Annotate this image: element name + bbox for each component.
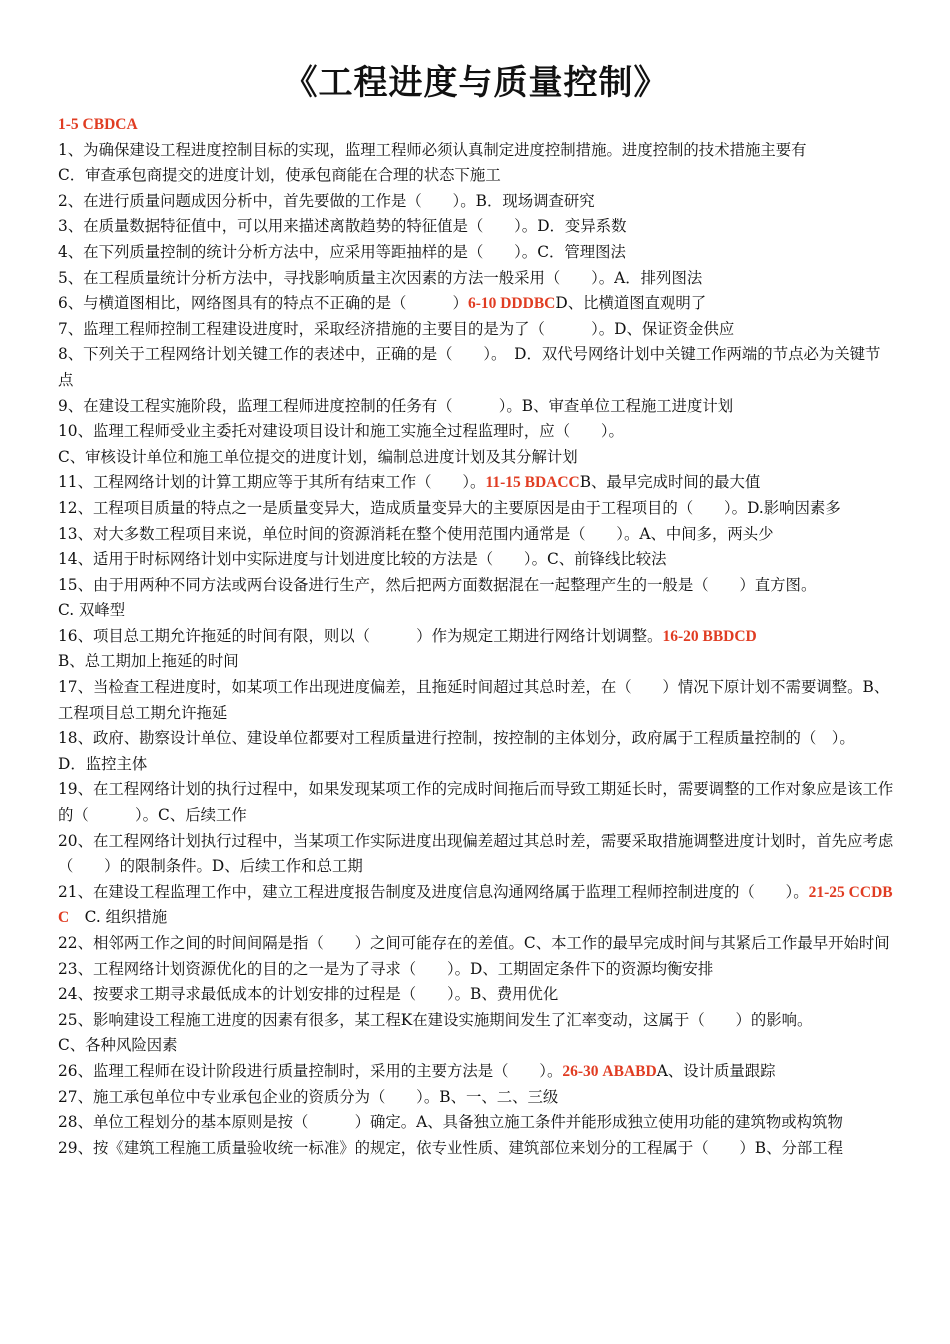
- question-line: [58, 189, 894, 215]
- question-text: 6、与横道图相比，网络图具有的特点不正确的是（ ）: [58, 294, 468, 313]
- question-text: A、设计质量跟踪: [656, 1061, 776, 1080]
- question-line: [58, 1059, 894, 1085]
- question-line: [58, 522, 894, 548]
- question-line: [58, 726, 894, 752]
- answer-key: 26-30 ABABD: [562, 1062, 657, 1080]
- question-text: 11、工程网络计划的计算工期应等于其所有结束工作（ ）。: [58, 473, 486, 492]
- question-line: [58, 470, 894, 496]
- question-line: [58, 214, 894, 240]
- question-line: [58, 649, 894, 675]
- question-text: 21、在建设工程监理工作中，建立工程进度报告制度及进度信息沟通网络属于监理工程师控制进度的（ ）。: [58, 882, 809, 901]
- question-text: 25、影响建设工程施工进度的因素有很多，某工程K在建设实施期间发生了汇率变动，这属于（ ）的影响。: [58, 1010, 813, 1029]
- question-line: [58, 342, 894, 393]
- question-line: [58, 419, 894, 445]
- document-page: [58, 60, 894, 1161]
- question-line: [58, 291, 894, 317]
- question-text: 3、在质量数据特征值中，可以用来描述离散趋势的特征值是（ ）。D．变异系数: [58, 217, 627, 236]
- question-text: D．监控主体: [58, 754, 148, 773]
- question-text: B、总工期加上拖延的时间: [58, 652, 239, 671]
- question-line: [58, 445, 894, 471]
- question-text: 17、当检查工程进度时，如某项工作出现进度偏差，且拖延时间超过其总时差，在（ ）情况下原计划不需要调整。B、工程项目总工期允许拖延: [58, 678, 890, 722]
- question-line: [58, 931, 894, 957]
- question-line: [58, 982, 894, 1008]
- answer-key: 1-5 CBDCA: [58, 116, 138, 133]
- question-text: 16、项目总工期允许拖延的时间有限，则以（ ）作为规定工期进行网络计划调整。: [58, 626, 663, 645]
- question-text: 10、监理工程师受业主委托对建设项目设计和施工实施全过程监理时，应（ ）。: [58, 422, 624, 441]
- question-text: C、各种风险因素: [58, 1036, 178, 1055]
- question-text: 13、对大多数工程项目来说，单位时间的资源消耗在整个使用范围内通常是（ ）。A、中间多，两头少: [58, 524, 774, 543]
- question-line: [58, 675, 894, 726]
- question-text: 22、相邻两工作之间的时间间隔是指（ ）之间可能存在的差值。C、本工作的最早完成时间与其紧后工作最早开始时间: [58, 934, 890, 952]
- question-text: C. 组织措施: [69, 908, 168, 927]
- question-line: [58, 1008, 894, 1034]
- question-text: B、最早完成时间的最大值: [579, 473, 761, 492]
- question-line: [58, 1085, 894, 1111]
- question-text: C. 双峰型: [58, 601, 126, 620]
- question-line: [58, 573, 894, 599]
- question-text: 8、下列关于工程网络计划关键工作的表述中，正确的是（ ）。 D．双代号网络计划中关键工作两端的节点必为关键节点: [58, 345, 881, 389]
- question-line: [58, 1033, 894, 1059]
- question-line: [58, 112, 894, 138]
- question-text: C、审核设计单位和施工单位提交的进度计划，编制总进度计划及其分解计划: [58, 447, 578, 466]
- question-line: [58, 266, 894, 292]
- question-text: 28、单位工程划分的基本原则是按（ ）确定。A、具备独立施工条件并能形成独立使用功能的建筑物或构筑物: [58, 1113, 843, 1132]
- question-text: 4、在下列质量控制的统计分析方法中，应采用等距抽样的是（ ）。C．管理图法: [58, 242, 626, 261]
- question-text: 19、在工程网络计划的执行过程中，如果发现某项工作的完成时间拖后而导致工期延长时，需要调整的工作对象应是该工作的（ ）。C、后续工作: [58, 780, 894, 825]
- answer-key: 11-15 BDACC: [485, 474, 580, 492]
- question-text: 27、施工承包单位中专业承包企业的资质分为（ ）。B、一、二、三级: [58, 1087, 559, 1106]
- question-line: [58, 880, 894, 931]
- question-line: [58, 394, 894, 420]
- question-text: 26、监理工程师在设计阶段进行质量控制时，采用的主要方法是（ ）。: [58, 1061, 563, 1080]
- question-text: 2、在进行质量问题成因分析中，首先要做的工作是（ ）。B．现场调查研究: [58, 191, 595, 210]
- question-line: [58, 1136, 894, 1162]
- question-text: 1、为确保建设工程进度控制目标的实现，监理工程师必须认真制定进度控制措施。进度控制的技术措施主要有: [58, 140, 807, 159]
- question-text: D、比横道图直观明了: [555, 294, 707, 313]
- answer-key: 6-10 DDDBC: [467, 295, 556, 313]
- question-text: 18、政府、勘察设计单位、建设单位都要对工程质量进行控制，按控制的主体划分，政府属于工程质量控制的（ ）。: [58, 729, 855, 748]
- question-text: 12、工程项目质量的特点之一是质量变异大，造成质量变异大的主要原因是由于工程项目的（ ）。D.影响因素多: [58, 498, 841, 517]
- question-list: [58, 112, 894, 1161]
- question-line: [58, 547, 894, 573]
- question-line: [58, 829, 894, 880]
- question-line: [58, 240, 894, 266]
- question-line: [58, 777, 894, 828]
- question-text: 7、监理工程师控制工程建设进度时，采取经济措施的主要目的是为了（ ）。D、保证资金供应: [58, 319, 735, 338]
- question-line: [58, 752, 894, 778]
- question-line: [58, 138, 894, 164]
- question-text: 14、适用于时标网络计划中实际进度与计划进度比较的方法是（ ）。C、前锋线比较法: [58, 550, 667, 569]
- question-text: 24、按要求工期寻求最低成本的计划安排的过程是（ ）。B、费用优化: [58, 985, 559, 1004]
- question-line: [58, 598, 894, 624]
- question-text: 29、按《建筑工程施工质量验收统一标准》的规定，依专业性质、建筑部位来划分的工程属于（ ）B、分部工程: [58, 1138, 844, 1157]
- question-line: [58, 496, 894, 522]
- question-text: 20、在工程网络计划执行过程中，当某项工作实际进度出现偏差超过其总时差，需要采取措施调整进度计划时，首先应考虑（ ）的限制条件。D、后续工作和总工期: [58, 831, 894, 876]
- document-title: 《工程进度与质量控制》: [283, 63, 669, 103]
- question-text: 5、在工程质量统计分析方法中，寻找影响质量主次因素的方法一般采用（ ）。A．排列图法: [58, 268, 703, 287]
- question-line: [58, 624, 894, 650]
- question-text: 23、工程网络计划资源优化的目的之一是为了寻求（ ）。D、工期固定条件下的资源均衡安排: [58, 959, 714, 978]
- question-line: [58, 163, 894, 189]
- question-line: [58, 317, 894, 343]
- question-text: C．审查承包商提交的进度计划，使承包商能在合理的状态下施工: [58, 166, 501, 185]
- question-text: 15、由于用两种不同方法或两台设备进行生产，然后把两方面数据混在一起整理产生的一般是（ ）直方图。: [58, 575, 817, 594]
- question-line: [58, 1110, 894, 1136]
- answer-key: 21-25 CCDBC: [58, 883, 893, 927]
- question-line: [58, 957, 894, 983]
- answer-key: 16-20 BBDCD: [662, 627, 757, 645]
- question-text: 9、在建设工程实施阶段，监理工程师进度控制的任务有（ ）。B、审查单位工程施工进度计划: [58, 396, 734, 415]
